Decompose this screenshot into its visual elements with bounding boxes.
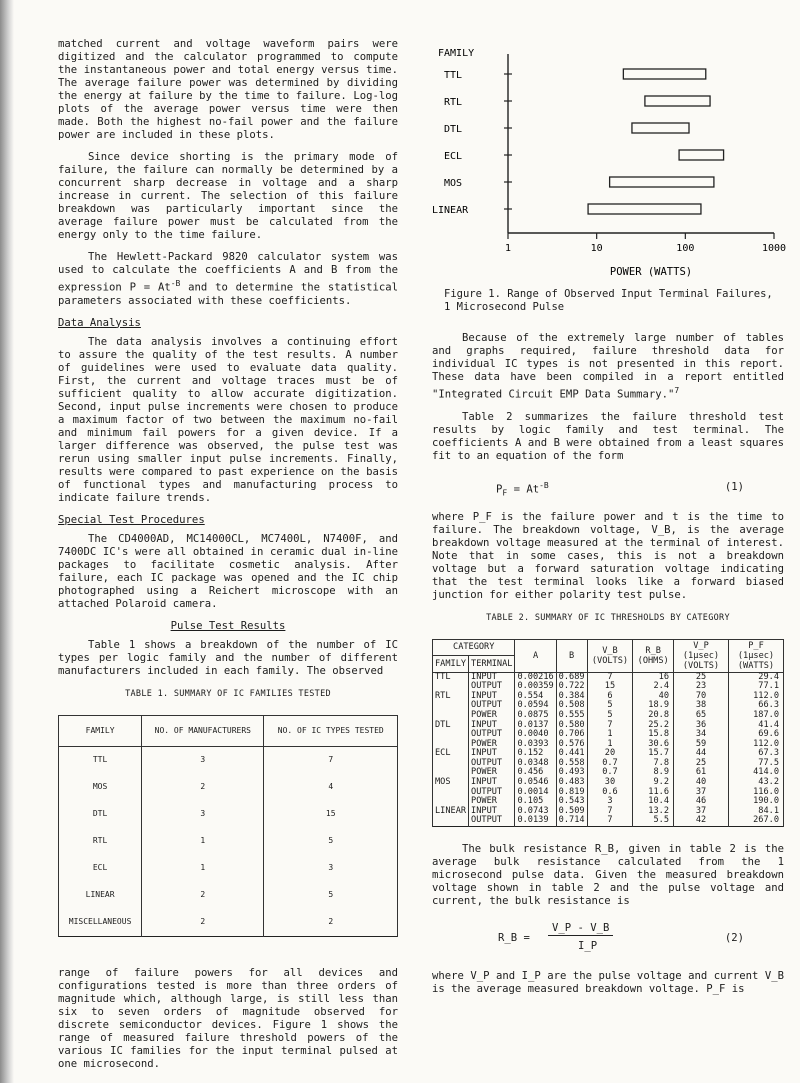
table-cell: 0.0139 (515, 816, 556, 826)
table-cell: 44 (674, 749, 729, 759)
table-cell: 0.819 (556, 788, 587, 798)
table-cell: 3 (142, 746, 264, 774)
table-cell: INPUT (469, 749, 515, 759)
table-cell: 0.00359 (515, 682, 556, 692)
table-cell: RTL (433, 692, 469, 702)
table-header: NO. OF IC TYPES TESTED (264, 715, 398, 746)
paragraph: matched current and voltage waveform pairs were digitized and the calculator programmed to compute the instantaneous power and total energy versus time. The average failure power was determined by dividing the energy at failure by the time to failure. Log-log plots of the average power versus time were then made. Both the highest no-fail power and the failure power are included in these plots. (58, 38, 398, 141)
paragraph: The Hewlett-Packard 9820 calculator system was used to calculate the coefficients A and B from the expression $P = At^{-B}$ and to determine the statistical parameters associated with these coefficients. (58, 251, 398, 307)
table-cell: 4 (264, 774, 398, 801)
table-cell: 0.00216 (515, 672, 556, 682)
range-bar (645, 96, 710, 106)
table-cell: 70 (674, 692, 729, 702)
table-cell: 3 (142, 801, 264, 828)
table-header-row (59, 715, 398, 746)
table-cell: 25 (674, 672, 729, 682)
range-bar (610, 177, 714, 187)
table-cell: 40 (674, 778, 729, 788)
paragraph: where P_F is the failure power and t is the time to failure. The breakdown voltage, V_B, is the average breakdown voltage measured at the terminal of interest. Note that in some cases, this is not a breakdown voltage but a forward saturation voltage indicating that the test terminal looks like a forward biased junction for either polarity test pulse. (432, 510, 784, 601)
table-cell: 30 (587, 778, 633, 788)
table-row (59, 882, 398, 909)
table-header: B (556, 639, 587, 672)
table-cell: 0.0348 (515, 759, 556, 769)
table-header: NO. OF MANUFACTURERS (142, 715, 264, 746)
table-cell: 5.5 (633, 816, 674, 826)
table-cell: 6 (587, 692, 633, 702)
table-cell: 18.9 (633, 701, 674, 711)
table-cell: RTL (59, 828, 142, 855)
table-header: P_F (1µsec) (WATTS) (728, 639, 783, 672)
table-cell: 7.8 (633, 759, 674, 769)
paragraph: Table 1 shows a breakdown of the number of IC types per logic family and the number of different manufacturers included in each family. The observed (58, 638, 398, 677)
table-cell: 15.8 (633, 730, 674, 740)
table-cell: 0.554 (515, 692, 556, 702)
table-cell: 2 (264, 909, 398, 937)
table-cell: 9.2 (633, 778, 674, 788)
table-row (59, 855, 398, 882)
table-cell: 0.6 (587, 788, 633, 798)
category-label: LINEAR (432, 205, 469, 216)
table-row (59, 828, 398, 855)
table-cell: ECL (59, 855, 142, 882)
table-cell: OUTPUT (469, 701, 515, 711)
table-cell: 0.0743 (515, 807, 556, 817)
table-cell: 7 (587, 721, 633, 731)
table-cell: 0.0137 (515, 721, 556, 731)
table-row (59, 746, 398, 774)
table-cell: 112.0 (728, 692, 783, 702)
table-cell: 37 (674, 788, 729, 798)
table-cell: 34 (674, 730, 729, 740)
table-row (59, 774, 398, 801)
paragraph: range of failure powers for all devices and configurations tested is more than three orders of magnitude which, although large, is still less than six to seven orders of magnitude observed for discrete semiconductor devices. Figure 1 shows the range of measured failure threshold powers of the various IC families for the input terminal pulsed at one microsecond. (58, 966, 398, 1070)
table-cell: INPUT (469, 692, 515, 702)
table-cell: 77.5 (728, 759, 783, 769)
table-cell: 3 (264, 855, 398, 882)
table-cell (433, 816, 469, 826)
x-tick-label: 1 (504, 243, 512, 254)
table-cell: 0.7 (587, 759, 633, 769)
paragraph: Since device shorting is the primary mode of failure, the failure can normally be determined by a concurrent sharp decrease in voltage and a sharp increase in current. The selection of this failure breakdown was particularly important since the average failure power must be calculated from the energy only to the time failure. (58, 151, 398, 241)
table-header: FAMILY (433, 656, 469, 673)
table-cell (433, 788, 469, 798)
table-header: A (515, 639, 556, 672)
table-cell: 0.0594 (515, 701, 556, 711)
range-bar (623, 69, 705, 79)
table-cell: 0.456 (515, 768, 556, 778)
table-cell: 2 (142, 774, 264, 801)
range-bar (679, 150, 724, 160)
paragraph: where V_P and I_P are the pulse voltage and current V_B is the average measured breakdown voltage. P_F is (432, 970, 784, 996)
table-cell: 267.0 (728, 816, 783, 826)
table-cell: 0.483 (556, 778, 587, 788)
table-cell: 2 (142, 909, 264, 937)
figure-1-chart (432, 40, 792, 290)
table-cell: 1 (587, 740, 633, 750)
table-cell: MOS (59, 774, 142, 801)
figure-caption: Figure 1. Range of Observed Input Terminal Failures, 1 Microsecond Pulse (444, 288, 773, 313)
section-heading: Special Test Procedures (58, 513, 205, 526)
table-cell: 5 (587, 701, 633, 711)
table-cell: 0.0546 (515, 778, 556, 788)
table-cell: 1 (142, 855, 264, 882)
table-cell: OUTPUT (469, 816, 515, 826)
table-cell: INPUT (469, 672, 515, 682)
table-cell: 0.0014 (515, 788, 556, 798)
table-cell: 0.714 (556, 816, 587, 826)
table-cell: 0.0393 (515, 740, 556, 750)
section-heading: Pulse Test Results (170, 619, 286, 632)
table-cell: 65 (674, 711, 729, 721)
left-column (58, 38, 398, 1080)
equation-2: R_B = V_P - V_B I_P (2) (498, 922, 744, 953)
table-cell: 25.2 (633, 721, 674, 731)
table-cell: POWER (469, 711, 515, 721)
table-cell: 3 (587, 797, 633, 807)
table-cell: 16 (633, 672, 674, 682)
category-label: TTL (444, 70, 463, 81)
table-cell: 46 (674, 797, 729, 807)
table-cell: 112.0 (728, 740, 783, 750)
table-cell (433, 701, 469, 711)
table-row (433, 816, 784, 826)
section-heading: Data Analysis (58, 316, 141, 329)
table-cell: 2 (142, 882, 264, 909)
table-cell: 0.0875 (515, 711, 556, 721)
paragraph: The bulk resistance R_B, given in table 2 is the average bulk resistance calculated from the 1 microsecond pulse data. Given the measured breakdown voltage shown in table 2 and the pulse voltage and current, the bulk resistance is (432, 843, 784, 908)
table-cell: 0.558 (556, 759, 587, 769)
table-cell: OUTPUT (469, 759, 515, 769)
category-label: RTL (444, 97, 463, 108)
table-cell: 10.4 (633, 797, 674, 807)
table-cell: 43.2 (728, 778, 783, 788)
paragraph: Because of the extremely large number of tables and graphs required, failure threshold data for individual IC types is not presented in this report. These data have been compiled in a report entitled "Integrated Circuit EMP Data Summary."$^7$ (432, 332, 784, 401)
category-label: MOS (444, 178, 463, 189)
table-cell: 11.6 (633, 788, 674, 798)
table-cell: 37 (674, 807, 729, 817)
table-cell: 2.4 (633, 682, 674, 692)
x-axis-label: POWER (WATTS) (609, 266, 693, 278)
table-cell (433, 730, 469, 740)
table-cell: 0.441 (556, 749, 587, 759)
table-cell: 414.0 (728, 768, 783, 778)
category-label: ECL (444, 151, 463, 162)
paragraph: The data analysis involves a continuing effort to assure the quality of the test results. A number of guidelines were used to evaluate data quality. First, the current and voltage traces must be of sufficient quality to allow accurate digitization. Second, input pulse increments were chosen to produce a maximum factor of two between the maximum no-fail and minimum fail powers for a given device. If a larger difference was observed, the pulse test was rerun using smaller input pulse increments. Finally, results were compared to past experience on the basis of functional types and manufacturing process to indicate failure trends. (58, 335, 398, 504)
equation-1: $P_F = At^{-B}$ (1) (496, 480, 744, 498)
table-cell: 0.576 (556, 740, 587, 750)
table-cell: INPUT (469, 778, 515, 788)
table-cell (433, 759, 469, 769)
table-cell: 41.4 (728, 721, 783, 731)
table-cell: 69.6 (728, 730, 783, 740)
range-bar (588, 204, 701, 214)
table-header-row (433, 639, 784, 656)
table-1 (58, 715, 398, 937)
scanned-page-edge (0, 0, 14, 1083)
table-cell: TTL (59, 746, 142, 774)
table-cell: OUTPUT (469, 730, 515, 740)
table-cell: DTL (59, 801, 142, 828)
table-header: V_B (VOLTS) (587, 639, 633, 672)
table-cell: 15.7 (633, 749, 674, 759)
table-cell: LINEAR (59, 882, 142, 909)
table-cell: TTL (433, 672, 469, 682)
table-cell: 15 (587, 682, 633, 692)
table-cell: 36 (674, 721, 729, 731)
paragraph: The CD4000AD, MC14000CL, MC7400L, N7400F, and 7400DC IC's were all obtained in ceramic dual in-line packages to facilitate cosmetic analysis. After failure, each IC package was opened and the IC chip photographed using a Reichert microscope with an attached Polaroid camera. (58, 532, 398, 610)
y-axis-label: FAMILY (438, 48, 475, 59)
table-header: FAMILY (59, 715, 142, 746)
right-column (432, 332, 784, 1005)
table-cell: 38 (674, 701, 729, 711)
table-cell: OUTPUT (469, 682, 515, 692)
table-cell: 187.0 (728, 711, 783, 721)
category-label: DTL (444, 124, 463, 135)
table-cell: 7 (587, 816, 633, 826)
table-cell: 29.4 (728, 672, 783, 682)
table-cell: 25 (674, 759, 729, 769)
table-cell: 30.6 (633, 740, 674, 750)
table-cell: INPUT (469, 721, 515, 731)
table-cell: 20 (587, 749, 633, 759)
table-cell: 0.580 (556, 721, 587, 731)
table-row (59, 909, 398, 937)
table-cell: 84.1 (728, 807, 783, 817)
table-cell: 0.7 (587, 768, 633, 778)
table-cell: 190.0 (728, 797, 783, 807)
table-cell: 8.9 (633, 768, 674, 778)
table-cell: 5 (264, 882, 398, 909)
table-cell: OUTPUT (469, 788, 515, 798)
table-cell: 1 (587, 730, 633, 740)
table-cell: MOS (433, 778, 469, 788)
table-cell: 0.152 (515, 749, 556, 759)
table-cell: POWER (469, 768, 515, 778)
table-cell: POWER (469, 797, 515, 807)
table-cell: POWER (469, 740, 515, 750)
table-cell: ECL (433, 749, 469, 759)
table-caption: TABLE 2. SUMMARY OF IC THRESHOLDS BY CATEGORY (486, 612, 730, 623)
table-header: CATEGORY (433, 639, 515, 656)
table-row (59, 801, 398, 828)
table-cell: 0.543 (556, 797, 587, 807)
table-header: R_B (OHMS) (633, 639, 674, 672)
table-cell: 1 (142, 828, 264, 855)
table-cell: 23 (674, 682, 729, 692)
table-cell: 7 (587, 672, 633, 682)
table-cell: 20.8 (633, 711, 674, 721)
table-cell: 5 (264, 828, 398, 855)
x-tick-label: 100 (676, 243, 695, 254)
table-cell: 0.0040 (515, 730, 556, 740)
table-cell: 66.3 (728, 701, 783, 711)
table-cell: LINEAR (433, 807, 469, 817)
table-header: TERMINAL (469, 656, 515, 673)
table-2 (432, 639, 784, 828)
table-cell: 0.555 (556, 711, 587, 721)
range-bar (632, 123, 689, 133)
paragraph: Table 2 summarizes the failure threshold test results by logic family and test terminal. The coefficients A and B were obtained from a least squares fit to an equation of the form (432, 410, 784, 462)
table-cell: 7 (264, 746, 398, 774)
table-cell: 15 (264, 801, 398, 828)
table-cell: MISCELLANEOUS (59, 909, 142, 937)
table-cell: 67.3 (728, 749, 783, 759)
table-cell: 59 (674, 740, 729, 750)
table-cell: 0.722 (556, 682, 587, 692)
table-cell: 0.509 (556, 807, 587, 817)
table-cell: 5 (587, 711, 633, 721)
table-cell: 0.105 (515, 797, 556, 807)
table-cell: 13.2 (633, 807, 674, 817)
x-tick-label: 10 (590, 243, 603, 254)
table-cell: 40 (633, 692, 674, 702)
table-cell: 0.508 (556, 701, 587, 711)
table-cell: 0.493 (556, 768, 587, 778)
x-tick-label: 1000 (761, 243, 787, 254)
table-cell: 42 (674, 816, 729, 826)
table-cell: 77.1 (728, 682, 783, 692)
table-cell: 0.706 (556, 730, 587, 740)
table-cell: DTL (433, 721, 469, 731)
table-cell: 7 (587, 807, 633, 817)
table-cell: INPUT (469, 807, 515, 817)
table-cell: 116.0 (728, 788, 783, 798)
table-cell: 0.384 (556, 692, 587, 702)
table-cell: 0.689 (556, 672, 587, 682)
table-cell: 61 (674, 768, 729, 778)
table-caption: TABLE 1. SUMMARY OF IC FAMILIES TESTED (125, 688, 331, 699)
table-header: V_P (1µsec) (VOLTS) (674, 639, 729, 672)
